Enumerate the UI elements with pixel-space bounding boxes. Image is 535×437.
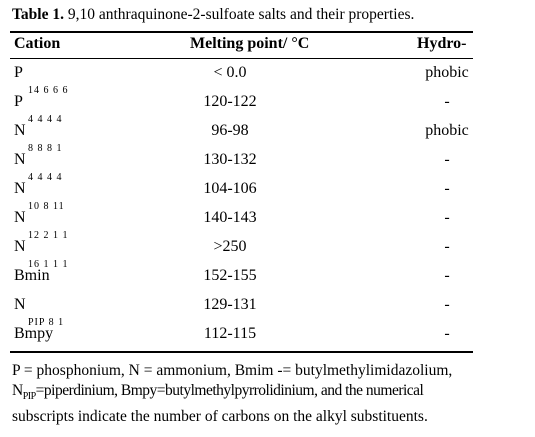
footnote-line-3: subscripts indicate the number of carbons on the alkyl substituents. [12,408,428,426]
cation-cell: N [14,122,26,139]
table-caption-label: Table 1. [12,6,64,23]
cation-subscript: PIP 8 1 [28,317,65,328]
cation-subscript: 8 8 8 1 [28,143,63,154]
melting-point-cell: >250 [213,238,247,255]
cation-cell: N [14,296,26,313]
footnote-line-2-text: =piperdinium, Bmpy=butylmethylpyrrolidinium, and the numerical [35,382,424,399]
table-caption-text: 9,10 anthraquinone-2-sulfoate salts and their properties. [67,6,415,23]
footnote-n: N [12,382,23,399]
table-bottom-rule [10,351,473,353]
cation-subscript: 4 4 4 4 [28,172,63,183]
hydro-cell: - [444,93,450,110]
melting-point-cell: 120-122 [203,93,257,110]
melting-point-cell: 152-155 [203,267,257,284]
cation-cell: Bmin [14,267,50,284]
hydro-cell: phobic [425,64,469,81]
cation-subscript: 16 1 1 1 [28,259,69,270]
hydro-cell: - [444,151,450,168]
hydro-cell: - [444,325,450,342]
hydro-cell: - [444,267,450,284]
cation-cell: P [14,93,23,110]
cation-cell: N [14,238,26,255]
hydro-cell: phobic [425,122,469,139]
melting-point-cell: 140-143 [203,209,257,226]
cation-cell: N [14,209,26,226]
hydro-cell: - [444,180,450,197]
hydro-cell: - [444,209,450,226]
melting-point-cell: 130-132 [203,151,257,168]
header-melting-point: Melting point/ °C [190,35,310,52]
cation-subscript: 14 6 6 6 [28,85,69,96]
cation-cell: P [14,64,23,81]
melting-point-cell: < 0.0 [213,64,247,81]
table-caption [12,6,414,24]
header-cation: Cation [14,35,61,52]
melting-point-cell: 112-115 [203,325,257,342]
hydro-cell: - [444,238,450,255]
cation-subscript: 10 8 11 [28,201,65,212]
melting-point-cell: 104-106 [203,180,257,197]
melting-point-cell: 129-131 [203,296,257,313]
cation-subscript: 4 4 4 4 [28,114,63,125]
cation-subscript: 12 2 1 1 [28,230,69,241]
footnote-line-2 [12,381,527,407]
melting-point-cell: 96-98 [211,122,249,139]
table-top-rule [10,31,473,33]
table-footnote [12,361,527,427]
header-hydro: Hydro- [417,35,467,52]
table-header-rule [10,58,473,59]
cation-cell: N [14,180,26,197]
hydro-cell: - [444,296,450,313]
cation-cell: N [14,151,26,168]
footnote-line-1: P = phosphonium, N = ammonium, Bmim -= butylmethylimidazolium, [12,362,453,379]
footnote-pip-subscript: PIP [22,391,36,403]
cation-cell: Bmpy [14,325,54,342]
